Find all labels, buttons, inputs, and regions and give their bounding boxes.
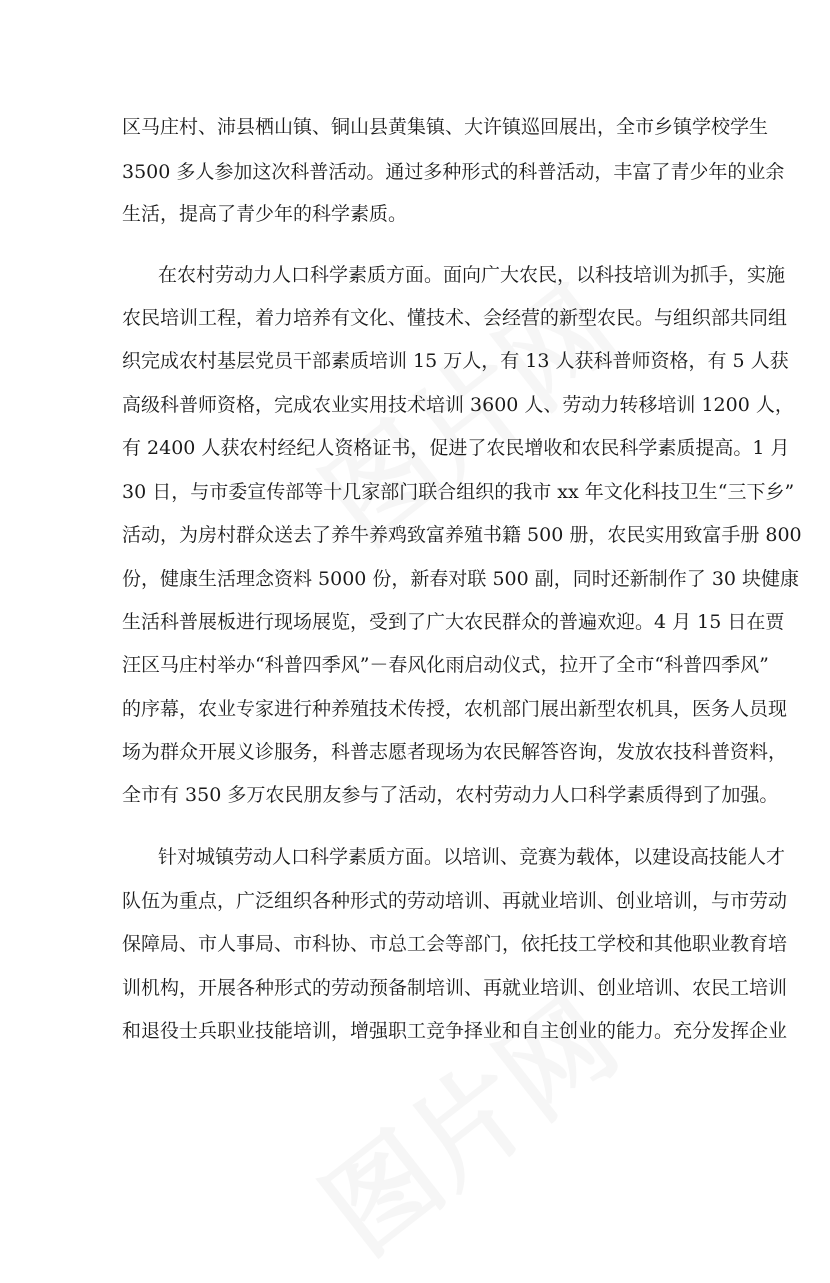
text-line: 针对城镇劳动人口科学素质方面。以培训、竞赛为载体，以建设高技能人才 (158, 846, 786, 868)
text-line: 农民培训工程，着力培养有文化、懂技术、会经营的新型农民。与组织部共同组 (122, 307, 788, 329)
text-line: 在农村劳动力人口科学素质方面。面向广大农民，以科技培训为抓手，实施 (158, 264, 786, 286)
text-line: 队伍为重点，广泛组织各种形式的劳动培训、再就业培训、创业培训，与市劳动 (122, 890, 788, 912)
text-line: 全市有 350 多万农民朋友参与了活动，农村劳动力人口科学素质得到了加强。 (122, 784, 779, 806)
text-line: 区马庄村、沛县栖山镇、铜山县黄集镇、大许镇巡回展出，全市乡镇学校学生 (122, 116, 769, 138)
text-line: 保障局、市人事局、市科协、市总工会等部门，依托技工学校和其他职业教育培 (122, 933, 788, 955)
text-line: 织完成农村基层党员干部素质培训 15 万人，有 13 人获科普师资格，有 5 人获 (122, 350, 789, 372)
text-line: 高级科普师资格，完成农业实用技术培训 3600 人、劳动力转移培训 1200 人， (122, 394, 794, 416)
text-line: 30 日，与市委宣传部等十几家部门联合组织的我市 xx 年文化科技卫生“三下乡” (122, 481, 795, 503)
text-line: 训机构，开展各种形式的劳动预备制培训、再就业培训、创业培训、农民工培训 (122, 977, 788, 999)
text-line: 3500 多人参加这次科普活动。通过多种形式的科普活动，丰富了青少年的业余 (122, 161, 785, 183)
text-line: 活动，为房村群众送去了养牛养鸡致富养殖书籍 500 册，农民实用致富手册 800 (122, 524, 802, 546)
watermark (286, 955, 643, 1283)
text-line: 份，健康生活理念资料 5000 份，新春对联 500 副，同时还新制作了 30 块健康 (122, 568, 800, 590)
text-line: 汪区马庄村举办“科普四季风”－春风化雨启动仪式，拉开了全市“科普四季风” (122, 654, 769, 676)
text-line: 的序幕，农业专家进行种养殖技术传授，农机部门展出新型农机具，医务人员现 (122, 698, 788, 720)
text-line: 有 2400 人获农村经纪人资格证书，促进了农民增收和农民科学素质提高。1 月 (122, 437, 790, 459)
text-line: 生活科普展板进行现场展览，受到了广大农民群众的普遍欢迎。4 月 15 日在贾 (122, 611, 785, 633)
text-line: 和退役士兵职业技能培训，增强职工竞争择业和自主创业的能力。充分发挥企业 (122, 1020, 788, 1042)
text-line: 场为群众开展义诊服务，科普志愿者现场为农民解答咨询，发放农技科普资料， (122, 741, 788, 763)
text-line: 生活，提高了青少年的科学素质。 (122, 203, 408, 225)
